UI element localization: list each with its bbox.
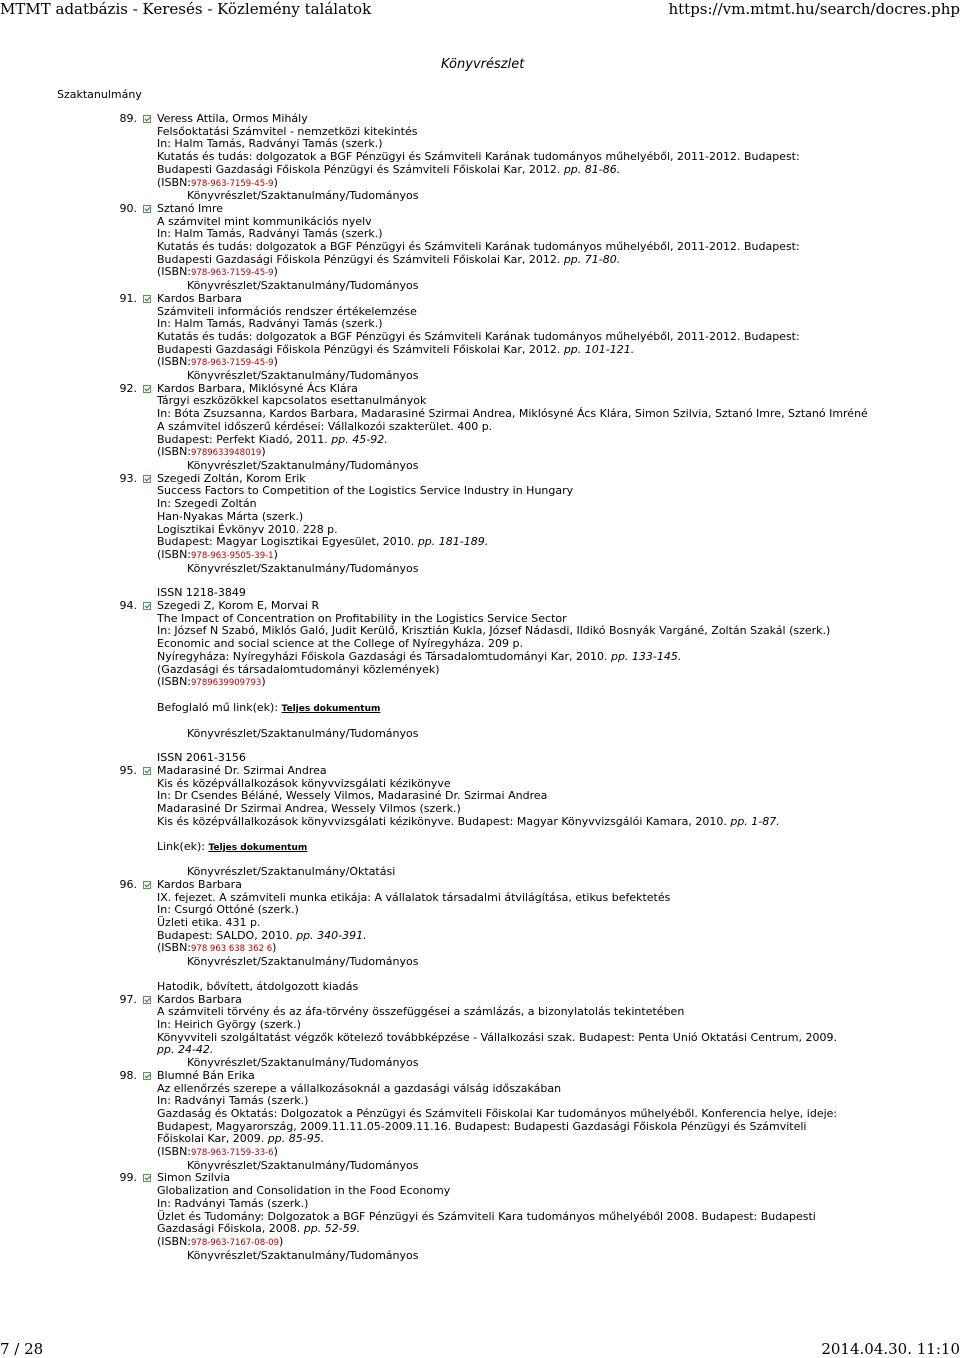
citation-line <box>157 981 847 994</box>
citation-text: Szegedi Z, Korom E, Morvai R <box>157 599 320 613</box>
citation-line <box>157 1108 847 1146</box>
entry-number: 99. <box>119 1171 137 1185</box>
checkbox-checked-icon[interactable] <box>143 996 151 1004</box>
isbn-line: (ISBN:9789639909793) <box>157 675 266 689</box>
isbn-value[interactable]: 978-963-9505-39-1 <box>191 550 274 561</box>
publication-type: Könyvrészlet/Szaktanulmány/Tudományos <box>187 955 419 969</box>
publication-type: Könyvrészlet/Szaktanulmány/Tudományos <box>187 279 419 293</box>
checkbox-checked-icon[interactable] <box>143 295 151 303</box>
page-range: pp. 81-86. <box>563 162 621 176</box>
checkbox-checked-icon[interactable] <box>143 881 151 889</box>
publication-entry <box>0 879 960 994</box>
isbn-value[interactable]: 978-963-7159-45-9 <box>191 358 274 369</box>
citation-text: Kutatás és tudás: dolgozatok a BGF Pénzügyi és Számviteli Karának tudományos műhelyéből, 2011-2012. Budapest: Budapesti Gazdasági Főiskola Pénzügyi és Számviteli Főiskolai Kar, 2012. <box>157 150 800 176</box>
publication-entry <box>0 113 960 203</box>
citation-text: IX. fejezet. A számviteli munka etikája: A vállalatok társadalmi átvilágítása, etikus befektetés <box>157 890 671 904</box>
publication-entry <box>0 994 960 1070</box>
citation-text: Felsőoktatási Számvitel - nemzetközi kitekintés <box>157 124 418 138</box>
checkbox-checked-icon[interactable] <box>143 767 151 775</box>
checkbox-checked-icon[interactable] <box>143 602 151 610</box>
publication-type: Könyvrészlet/Szaktanulmány/Tudományos <box>187 189 419 203</box>
publication-entry <box>0 293 960 383</box>
browser-page-title: MTMT adatbázis - Keresés - Közlemény találatok <box>0 0 372 18</box>
citation-text: In: József N Szabó, Miklós Galó, Judit Kerülő, Krisztián Kukla, József Nádasdi, Ildikó Bosnyák Vargáné, Zoltán Szakál (szerk.) <box>157 624 831 638</box>
citation-line <box>157 241 847 266</box>
citation-text: Gazdaság és Oktatás: Dolgozatok a Pénzügyi és Számviteli Főiskolai Kar tudományos műhelyéből. Konferencia helye, ideje: Budapest, Magyarország, 2009.11.11.05-2009.11.16. Budapest: Budapesti Gazdasági Főiskola Pénzügyi és Számviteli Főiskolai Kar, 2009. <box>157 1106 838 1146</box>
citation-text: Nyíregyháza: Nyíregyházi Főiskola Gazdasági és Társadalomtudományi Kar, 2010. <box>157 649 608 663</box>
isbn-value[interactable]: 978-963-7159-45-9 <box>191 268 274 279</box>
citation-line <box>157 151 847 176</box>
publication-entry <box>0 1172 960 1262</box>
isbn-value[interactable]: 978-963-7159-45-9 <box>191 178 274 189</box>
publication-type: Könyvrészlet/Szaktanulmány/Tudományos <box>187 1248 419 1262</box>
isbn-line: (ISBN:978-963-7159-45-9) <box>157 265 278 279</box>
citation-text: Kutatás és tudás: dolgozatok a BGF Pénzügyi és Számviteli Karának tudományos műhelyéből, 2011-2012. Budapest: Budapesti Gazdasági Főiskola Pénzügyi és Számviteli Főiskolai Kar, 2012. <box>157 240 800 266</box>
link-line <box>157 841 847 855</box>
citation-text: Globalization and Consolidation in the Food Economy <box>157 1184 451 1198</box>
isbn-line: (ISBN:978 963 638 362 6) <box>157 941 277 955</box>
isbn-value[interactable]: 978-963-7159-33-6 <box>191 1148 274 1159</box>
entry-number: 91. <box>119 291 137 305</box>
isbn-value[interactable]: 9789633948019 <box>191 448 262 459</box>
publication-type: Könyvrészlet/Szaktanulmány/Tudományos <box>187 561 419 575</box>
entry-number: 98. <box>119 1068 137 1082</box>
citation-text: A számvitel időszerű kérdései: Vállalkozói szakterület. 400 p. <box>157 419 493 433</box>
citation-line <box>157 485 847 498</box>
citation-text: Kardos Barbara <box>157 291 242 305</box>
publication-entry <box>0 765 960 879</box>
page-counter: 7 / 28 <box>0 1340 44 1358</box>
citation-text: Kutatás és tudás: dolgozatok a BGF Pénzügyi és Számviteli Karának tudományos műhelyéből, 2011-2012. Budapest: Budapesti Gazdasági Főiskola Pénzügyi és Számviteli Főiskolai Kar, 2012. <box>157 329 800 356</box>
citation-text: Economic and social science at the College of Nyíregyháza. 209 p. <box>157 637 523 651</box>
citation-text: In: Radványi Tamás (szerk.) <box>157 1196 309 1210</box>
publication-list <box>0 113 960 1262</box>
isbn-value[interactable]: 978-963-7167-08-09 <box>191 1237 279 1248</box>
citation-text: Sztanó Imre <box>157 201 224 215</box>
isbn-value[interactable]: 9789639909793 <box>191 678 262 689</box>
publication-type: Könyvrészlet/Szaktanulmány/Tudományos <box>187 1158 419 1172</box>
publication-entry <box>0 1070 960 1173</box>
isbn-line: (ISBN:9789633948019) <box>157 445 266 459</box>
citation-text: Madarasiné Dr. Szirmai Andrea <box>157 764 327 778</box>
publication-type: Könyvrészlet/Szaktanulmány/Tudományos <box>187 726 419 740</box>
citation-text: In: Halm Tamás, Radványi Tamás (szerk.) <box>157 137 383 151</box>
citation-line <box>157 930 847 943</box>
citation-text: Kardos Barbara, Miklósyné Ács Klára <box>157 381 358 395</box>
publication-type: Könyvrészlet/Szaktanulmány/Tudományos <box>187 369 419 383</box>
entry-number: 89. <box>119 112 137 125</box>
publication-type: Könyvrészlet/Szaktanulmány/Tudományos <box>187 1056 419 1070</box>
checkbox-checked-icon[interactable] <box>143 385 151 393</box>
page-range: pp. 85-95. <box>267 1132 325 1146</box>
citation-line <box>157 536 847 549</box>
page-range: pp. 24-42. <box>157 1043 214 1057</box>
citation-text: A számviteli törvény és az áfa-törvény összefüggései a számlázás, a bizonylatolás tekintetében <box>157 1005 685 1019</box>
citation-text: Budapest: Perfekt Kiadó, 2011. <box>157 432 328 446</box>
page-range: pp. 340-391. <box>296 928 367 942</box>
spacer <box>157 716 847 728</box>
checkbox-checked-icon[interactable] <box>143 115 151 123</box>
citation-text: In: Radványi Tamás (szerk.) <box>157 1094 309 1108</box>
spacer <box>157 575 847 587</box>
entry-number: 96. <box>119 877 137 891</box>
citation-text: Han-Nyakas Márta (szerk.) <box>157 509 304 523</box>
full-document-link[interactable]: Teljes dokumentum <box>281 703 381 714</box>
entry-number: 93. <box>119 471 137 485</box>
citation-text: Veress Attila, Ormos Mihály <box>157 112 308 125</box>
citation-text: Tárgyi eszközökkel kapcsolatos esettanulmányok <box>157 394 427 408</box>
citation-line <box>157 1211 847 1236</box>
link-label: Link(ek): <box>157 839 209 853</box>
entry-number: 90. <box>119 201 137 215</box>
citation-text: Logisztikai Évkönyv 2010. 228 p. <box>157 522 338 536</box>
checkbox-checked-icon[interactable] <box>143 1072 151 1080</box>
page-range: pp. 181-189. <box>417 535 489 549</box>
isbn-line: (ISBN:978-963-9505-39-1) <box>157 547 278 561</box>
citation-text: In: Csurgó Ottóné (szerk.) <box>157 903 299 917</box>
isbn-line: (ISBN:978-963-7159-33-6) <box>157 1145 278 1159</box>
link-label: Befoglaló mű link(ek): <box>157 700 282 714</box>
citation-text: Kardos Barbara <box>157 992 242 1006</box>
citation-text: In: Bóta Zsuzsanna, Kardos Barbara, Madarasiné Szirmai Andrea, Miklósyné Ács Klára, Simon Szilvia, Sztanó Imre, Sztanó Imréné <box>157 407 868 421</box>
category-label: Szaktanulmány <box>57 88 142 101</box>
spacer <box>157 829 847 841</box>
citation-text: Kardos Barbara <box>157 877 242 891</box>
browser-page-url: https://vm.mtmt.hu/search/docres.php <box>668 0 960 18</box>
isbn-value[interactable]: 978 963 638 362 6 <box>191 944 273 955</box>
citation-text: (Gazdasági és társadalomtudományi közlemények) <box>157 662 440 676</box>
citation-line <box>157 1032 847 1057</box>
citation-text: In: Heirich György (szerk.) <box>157 1018 301 1031</box>
citation-text: Budapest: SALDO, 2010. <box>157 928 293 942</box>
spacer <box>157 740 847 752</box>
full-document-link[interactable]: Teljes dokumentum <box>208 842 308 853</box>
checkbox-checked-icon[interactable] <box>143 1174 151 1182</box>
citation-line <box>157 331 847 356</box>
publication-entry <box>0 473 960 600</box>
publication-entry <box>0 383 960 473</box>
citation-text: Hatodik, bővített, átdolgozott kiadás <box>157 979 359 993</box>
citation-text: Könyvviteli szolgáltatást végzők kötelező továbbképzése - Vállalkozási szak. Budapest: Penta Unió Oktatási Centrum, 2009. <box>157 1030 837 1044</box>
citation-text: Success Factors to Competition of the Logistics Service Industry in Hungary <box>157 484 574 498</box>
document-type-title: Könyvrészlet <box>441 57 525 72</box>
citation-text: Blumné Bán Erika <box>157 1068 255 1082</box>
citation-text: A számvitel mint kommunikációs nyelv <box>157 214 372 228</box>
citation-text: Simon Szilvia <box>157 1171 231 1185</box>
citation-text: Számviteli információs rendszer értékelemzése <box>157 304 417 318</box>
citation-text: Madarasiné Dr Szirmai Andrea, Wessely Vilmos (szerk.) <box>157 802 461 816</box>
checkbox-checked-icon[interactable] <box>143 475 151 483</box>
publication-type: Könyvrészlet/Szaktanulmány/Oktatási <box>187 865 396 879</box>
citation-text: In: Szegedi Zoltán <box>157 497 257 511</box>
checkbox-checked-icon[interactable] <box>143 205 151 213</box>
citation-text: The Impact of Concentration on Profitability in the Logistics Service Sector <box>157 611 567 625</box>
page-range: pp. 1-87. <box>730 814 780 828</box>
citation-text: In: Dr Csendes Béláné, Wessely Vilmos, Madarasiné Dr. Szirmai Andrea <box>157 789 548 803</box>
isbn-line: (ISBN:978-963-7167-08-09) <box>157 1234 284 1248</box>
page-range: pp. 52-59. <box>303 1222 361 1236</box>
citation-text: In: Halm Tamás, Radványi Tamás (szerk.) <box>157 317 383 331</box>
citation-text: Budapest: Magyar Logisztikai Egyesület, 2010. <box>157 535 415 549</box>
link-line <box>157 702 847 716</box>
citation-text: Üzlet és Tudomány: Dolgozatok a BGF Pénzügyi és Számviteli Kara tudományos műhelyéből 2008. Budapest: Budapesti Gazdasági Főiskola, 2008. <box>157 1209 816 1236</box>
page-range: pp. 71-80. <box>563 252 621 266</box>
page-range: pp. 133-145. <box>610 649 682 663</box>
citation-text: Üzleti etika. 431 p. <box>157 916 261 930</box>
entry-number: 92. <box>119 381 137 395</box>
citation-text: Kis és középvállalkozások könyvvizsgálati kézikönyve <box>157 776 451 790</box>
citation-text: Kis és középvállalkozások könyvvizsgálati kézikönyve. Budapest: Magyar Könyvvizsgálói Kamara, 2010. <box>157 814 727 828</box>
citation-text: In: Halm Tamás, Radványi Tamás (szerk.) <box>157 227 383 241</box>
isbn-line: (ISBN:978-963-7159-45-9) <box>157 175 278 189</box>
entry-number: 97. <box>119 992 137 1006</box>
entry-number: 95. <box>119 764 137 778</box>
entry-number: 94. <box>119 599 137 613</box>
publication-type: Könyvrészlet/Szaktanulmány/Tudományos <box>187 458 419 472</box>
publication-entry <box>0 203 960 293</box>
citation-text: ISSN 1218-3849 <box>157 586 246 600</box>
citation-text: ISSN 2061-3156 <box>157 751 246 765</box>
page-range: pp. 45-92. <box>331 432 388 446</box>
page-range: pp. 101-121. <box>563 342 635 356</box>
isbn-line: (ISBN:978-963-7159-45-9) <box>157 355 278 369</box>
citation-text: Szegedi Zoltán, Korom Erik <box>157 471 306 485</box>
publication-entry <box>0 600 960 765</box>
citation-text: Az ellenőrzés szerepe a vállalkozásoknál a gazdasági válság időszakában <box>157 1081 562 1095</box>
print-datetime: 2014.04.30. 11:10 <box>821 1340 960 1358</box>
citation-line <box>157 816 847 829</box>
